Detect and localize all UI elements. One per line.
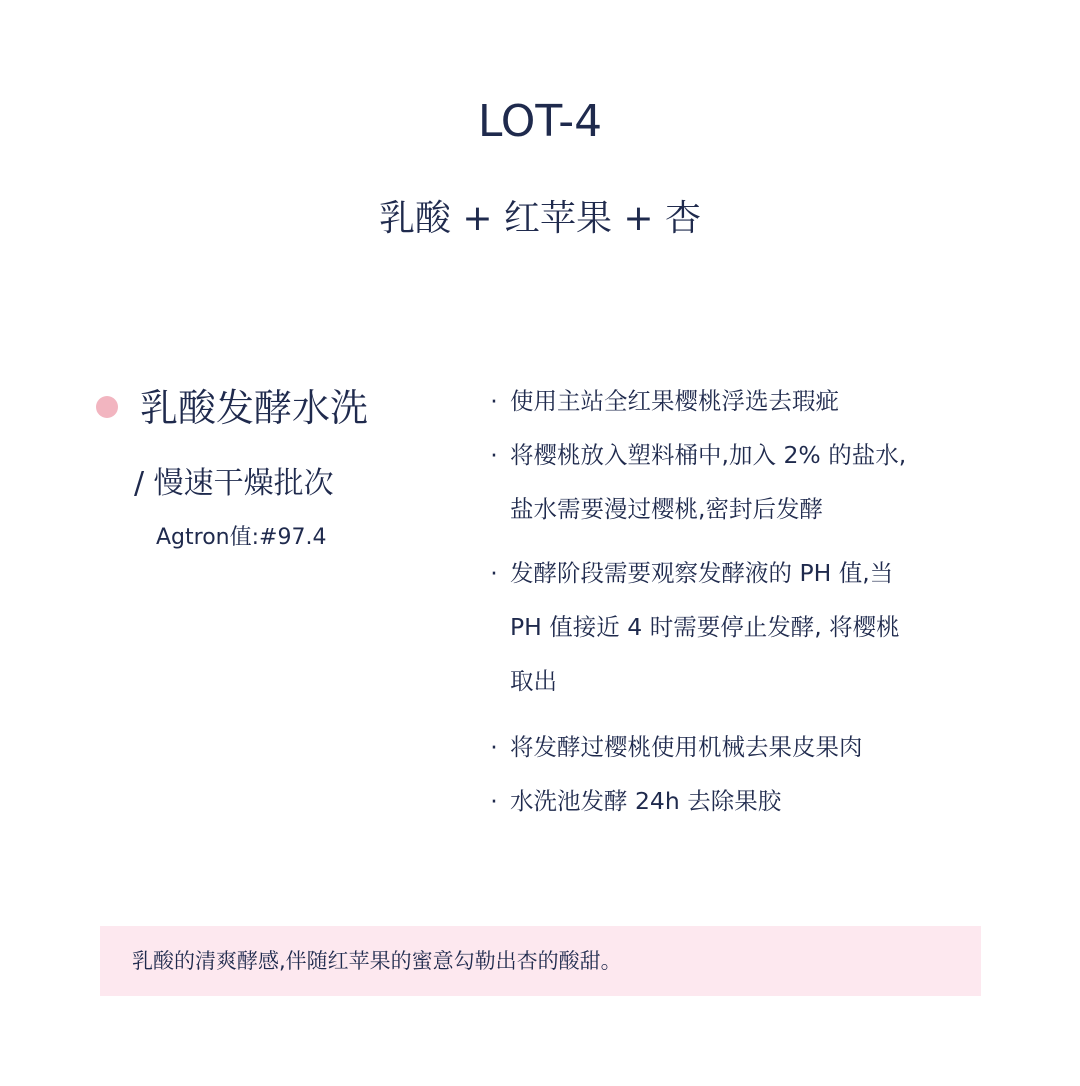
flavor-note-box: [100, 926, 981, 996]
method-name: 乳酸发酵水洗: [140, 386, 369, 430]
step-text: 发酵阶段需要观察发酵液的 PH 值,当 PH 值接近 4 时需要停止发酵, 将樱桃 取出: [510, 559, 900, 695]
method-section: [92, 380, 452, 550]
process-step: [486, 774, 986, 828]
page-subtitle: 乳酸 + 红苹果 + 杏: [378, 198, 702, 239]
step-text: 将发酵过樱桃使用机械去果皮果肉: [510, 733, 863, 761]
bullet-dot-icon: [96, 396, 118, 418]
process-step: [486, 546, 986, 708]
step-bullet: ·: [490, 733, 498, 761]
process-step: [486, 374, 986, 428]
step-text: 将樱桃放入塑料桶中,加入 2% 的盐水, 盐水需要漫过樱桃,密封后发酵: [510, 441, 907, 523]
step-bullet: ·: [490, 441, 498, 469]
method-heading: [92, 380, 452, 436]
step-bullet: ·: [490, 387, 498, 415]
page-title: LOT-4: [477, 96, 603, 147]
process-step: [486, 720, 986, 774]
agtron-value: Agtron值:#97.4: [156, 525, 327, 550]
process-step: [486, 428, 986, 536]
step-bullet: ·: [490, 787, 498, 815]
step-text: 使用主站全红果樱桃浮选去瑕疵: [510, 387, 839, 415]
step-text: 水洗池发酵 24h 去除果胶: [510, 787, 782, 815]
step-bullet: ·: [490, 559, 498, 587]
method-subtitle: / 慢速干燥批次: [134, 466, 334, 501]
flavor-note-text: 乳酸的清爽酵感,伴随红苹果的蜜意勾勒出杏的酸甜。: [132, 949, 622, 973]
